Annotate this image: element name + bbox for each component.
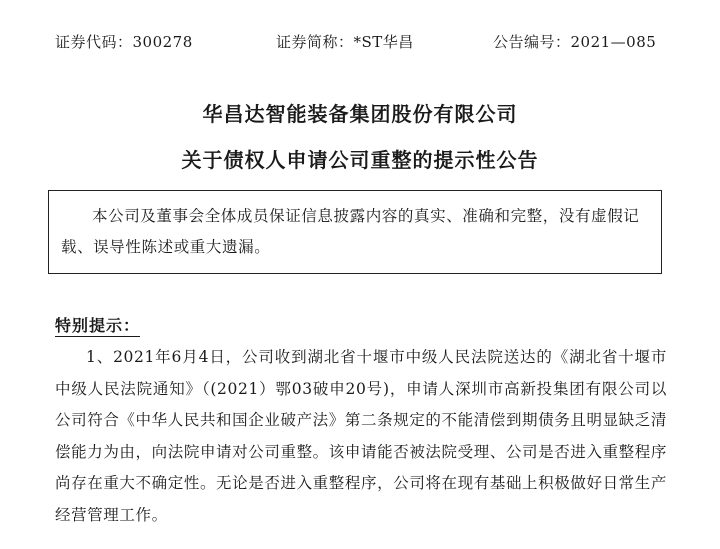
disclosure-statement-text: 本公司及董事会全体成员保证信息披露内容的真实、准确和完整，没有虚假记载、误导性陈述或重大遗漏。 [61, 207, 640, 256]
stock-code: 证券代码：300278 [55, 33, 193, 51]
company-name-title: 华昌达智能装备集团股份有限公司 [202, 102, 518, 126]
announcement-subject-title: 关于债权人申请公司重整的提示性公告 [181, 148, 539, 172]
announcement-header [55, 30, 667, 54]
special-tip-item-1: 1、2021年6月4日，公司收到湖北省十堰市中级人民法院送达的《湖北省十堰市中级人民法院通知》（(2021）鄂03破申20号)，申请人深圳市高新投集团有限公司以公司符合《中华人民共和国企业破产法》第二条规定的不能清偿到期债务且明显缺乏清偿能力为由，向法院申请对公司重整。该申请能否被法院受理、公司是否进入重整程序尚存在重大不确定性。无论是否进入重整程序，公司将在现有基础上积极做好日常生产经营管理工作。 [55, 348, 667, 524]
special-tips-heading-text: 特别提示： [55, 316, 141, 335]
special-tips-heading [55, 312, 140, 340]
stock-short-name: 证券简称：*ST华昌 [276, 33, 414, 51]
disclosure-statement-box [48, 190, 662, 274]
announcement-number: 公告编号：2021—085 [493, 33, 657, 51]
